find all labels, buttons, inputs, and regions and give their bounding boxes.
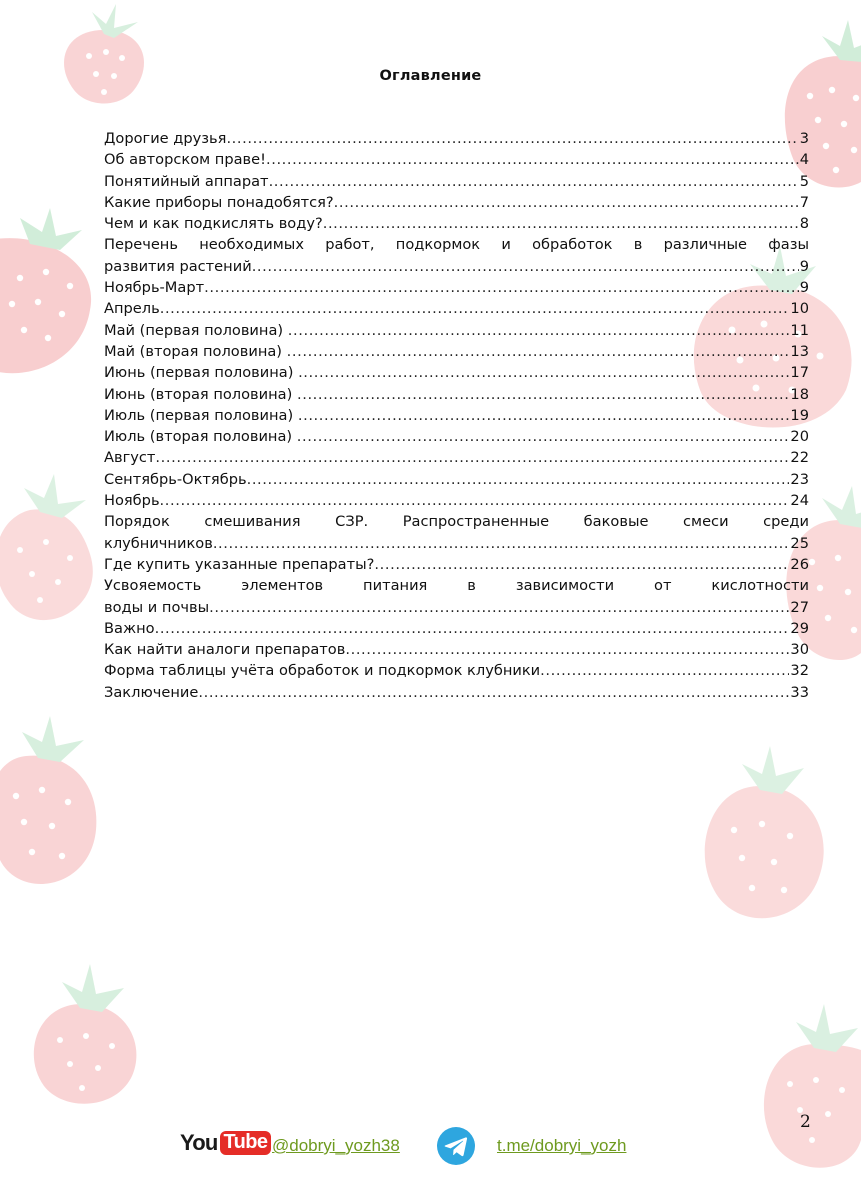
strawberry-decoration-top-left — [44, 0, 164, 114]
toc-entry[interactable] — [104, 298, 809, 319]
toc-entry-text: Форма таблицы учёта обработок и подкормок клубники — [104, 662, 541, 680]
toc-page-number: 24 — [790, 492, 809, 510]
toc-page-number: 8 — [799, 215, 809, 233]
toc-entry-line — [104, 128, 809, 149]
toc-entry-text: Дорогие друзья — [104, 130, 227, 147]
toc-entry-text: Апрель — [104, 300, 160, 318]
toc-dot-leader — [160, 298, 790, 319]
toc-entry-line — [104, 597, 809, 618]
toc-page-number: 30 — [790, 641, 809, 659]
toc-entry-text: Ноябрь-Март — [104, 279, 205, 297]
toc-page-number: 5 — [799, 172, 809, 190]
toc-page-number: 13 — [790, 342, 809, 360]
toc-entry-text-line1: Перечень необходимых работ, подкормок и обработок в различные фазы — [104, 236, 809, 254]
strawberry-icon — [0, 470, 110, 630]
toc-entry-line — [104, 682, 809, 703]
toc-entry-line — [104, 618, 809, 639]
toc-entry-line — [104, 533, 809, 554]
strawberry-decoration-bottom-right-upper — [690, 740, 830, 930]
toc-entry-line — [104, 362, 809, 383]
toc-page-number: 33 — [790, 683, 809, 701]
toc-page-number: 22 — [790, 449, 809, 467]
strawberry-decoration-bottom-left — [16, 960, 146, 1110]
toc-dot-leader — [198, 682, 789, 703]
toc-entry-text: Июль (вторая половина) — [104, 428, 297, 446]
toc-page-number: 27 — [790, 598, 809, 616]
toc-entry-line — [104, 384, 809, 405]
toc-entry-text: Май (первая половина) — [104, 321, 288, 339]
toc-entry-line — [104, 660, 809, 681]
toc-entry[interactable] — [104, 490, 809, 511]
toc-entry-line — [104, 469, 809, 490]
strawberry-icon — [0, 710, 106, 900]
toc-page-number: 18 — [790, 385, 809, 403]
strawberry-decoration-bottom-left-upper — [0, 710, 106, 900]
toc-entry[interactable] — [104, 362, 809, 383]
strawberry-icon — [16, 960, 146, 1110]
toc-entry-text: Какие приборы понадобятся? — [104, 193, 334, 211]
toc-page-number: 7 — [799, 193, 809, 211]
toc-entry[interactable] — [104, 554, 809, 575]
toc-entry-text: Заключение — [104, 683, 199, 701]
table-of-contents — [104, 128, 809, 703]
toc-dot-leader — [155, 447, 789, 468]
toc-dot-leader — [160, 490, 790, 511]
toc-entry-text: Август — [104, 449, 156, 467]
toc-entry-text: Июнь (первая половина) — [104, 364, 299, 382]
toc-dot-leader — [213, 533, 790, 554]
toc-dot-leader — [298, 405, 790, 426]
toc-entry[interactable] — [104, 405, 809, 426]
toc-dot-leader — [287, 341, 790, 362]
toc-dot-leader — [345, 639, 789, 660]
youtube-channel-link[interactable]: @dobryi_yozh38 — [272, 1136, 400, 1155]
toc-entry-text: Сентябрь-Октябрь — [104, 470, 247, 488]
toc-entry-text: Июнь (вторая половина) — [104, 385, 297, 403]
toc-entry-text: Июль (первая половина) — [104, 406, 298, 424]
toc-entry[interactable] — [104, 320, 809, 341]
toc-entry-line — [104, 149, 809, 170]
toc-entry-line — [104, 490, 809, 511]
toc-entry[interactable] — [104, 469, 809, 490]
toc-dot-leader — [269, 171, 799, 192]
toc-page-number: 32 — [790, 662, 809, 680]
toc-entry-line — [104, 171, 809, 192]
toc-entry-text: Чем и как подкислять воду? — [104, 215, 323, 233]
toc-entry-line — [104, 192, 809, 213]
toc-entry[interactable] — [104, 171, 809, 192]
toc-dot-leader — [204, 277, 799, 298]
toc-page-number: 9 — [799, 257, 809, 275]
toc-entry[interactable] — [104, 682, 809, 703]
footer — [0, 1124, 861, 1168]
toc-dot-leader — [298, 362, 789, 383]
toc-entry-text: Как найти аналоги препаратов — [104, 641, 346, 659]
toc-entry[interactable] — [104, 234, 809, 277]
toc-page-number: 11 — [790, 321, 809, 339]
telegram-channel-link[interactable]: t.me/dobryi_yozh — [497, 1136, 627, 1155]
toc-page-number: 20 — [790, 428, 809, 446]
toc-entry-text: Понятийный аппарат — [104, 172, 269, 190]
toc-page-number: 9 — [799, 279, 809, 297]
toc-dot-leader — [247, 469, 790, 490]
strawberry-decoration-left-lower — [0, 470, 110, 630]
toc-entry-text: клубничников — [104, 534, 213, 552]
toc-entry[interactable] — [104, 639, 809, 660]
strawberry-icon — [690, 740, 830, 930]
toc-entry-text: Где купить указанные препараты? — [104, 555, 375, 573]
toc-dot-leader — [323, 213, 799, 234]
toc-entry-text: воды и почвы — [104, 598, 210, 616]
toc-entry[interactable] — [104, 660, 809, 681]
strawberry-decoration-mid-left — [0, 200, 110, 390]
toc-entry[interactable] — [104, 341, 809, 362]
toc-entry[interactable] — [104, 128, 809, 149]
toc-entry-line — [104, 426, 809, 447]
toc-entry[interactable] — [104, 575, 809, 618]
toc-dot-leader — [297, 426, 790, 447]
youtube-logo[interactable] — [180, 1130, 271, 1156]
toc-entry-text: Ноябрь — [104, 492, 160, 510]
page-title: Оглавление — [379, 68, 482, 84]
toc-entry-text-line1: Порядок смешивания СЗР. Распространенные баковые смеси среди — [104, 513, 809, 531]
toc-entry[interactable] — [104, 277, 809, 298]
youtube-logo-you: You — [180, 1130, 218, 1155]
toc-entry-line — [104, 639, 809, 660]
toc-entry[interactable] — [104, 511, 809, 554]
strawberry-icon — [44, 0, 164, 114]
toc-entry-line — [104, 554, 809, 575]
strawberry-icon — [0, 200, 110, 390]
toc-page-number: 3 — [799, 130, 809, 147]
toc-page-number: 19 — [790, 406, 809, 424]
toc-dot-leader — [209, 597, 789, 618]
toc-entry-line — [104, 256, 809, 277]
toc-entry-line — [104, 320, 809, 341]
toc-entry-line — [104, 447, 809, 468]
toc-dot-leader — [374, 554, 789, 575]
toc-page-number: 4 — [799, 151, 809, 169]
toc-entry-line — [104, 405, 809, 426]
toc-entry-line — [104, 341, 809, 362]
toc-dot-leader — [155, 618, 790, 639]
toc-dot-leader — [252, 256, 799, 277]
toc-entry[interactable] — [104, 149, 809, 170]
toc-entry-text-line1: Усвояемость элементов питания в зависимости от кислотности — [104, 577, 809, 595]
toc-entry-line — [104, 213, 809, 234]
telegram-icon[interactable] — [437, 1127, 475, 1165]
toc-entry-text: Об авторском праве! — [104, 151, 266, 169]
toc-dot-leader — [297, 384, 789, 405]
toc-entry-text: Май (вторая половина) — [104, 342, 287, 360]
toc-entry[interactable] — [104, 426, 809, 447]
toc-entry[interactable] — [104, 384, 809, 405]
toc-dot-leader — [540, 660, 789, 681]
toc-page-number: 25 — [790, 534, 809, 552]
toc-page-number: 17 — [790, 364, 809, 382]
toc-entry[interactable] — [104, 618, 809, 639]
toc-entry[interactable] — [104, 447, 809, 468]
toc-dot-leader — [334, 192, 799, 213]
toc-dot-leader — [266, 149, 799, 170]
toc-page-number: 23 — [790, 470, 809, 488]
youtube-logo-tube: Tube — [220, 1131, 272, 1155]
toc-entry-line — [104, 277, 809, 298]
toc-dot-leader — [288, 320, 790, 341]
toc-entry-text: развития растений — [104, 257, 252, 275]
page-number: 2 — [800, 1112, 811, 1132]
toc-page-number: 26 — [790, 555, 809, 573]
toc-entry[interactable] — [104, 192, 809, 213]
toc-page-number: 29 — [790, 619, 809, 637]
toc-dot-leader — [226, 128, 798, 149]
toc-entry[interactable] — [104, 213, 809, 234]
toc-entry-line — [104, 298, 809, 319]
toc-page-number: 10 — [790, 300, 809, 318]
toc-entry-text: Важно — [104, 619, 155, 637]
